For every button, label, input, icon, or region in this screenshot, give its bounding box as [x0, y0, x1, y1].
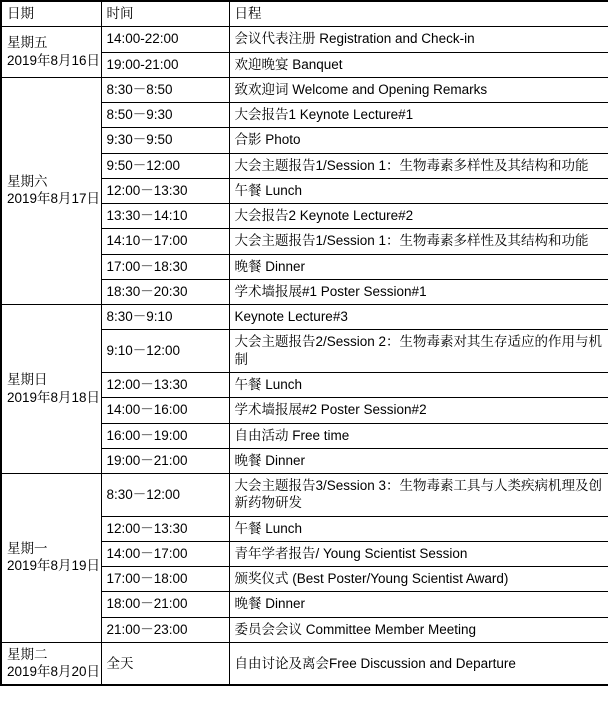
- program-cell: 委员会会议 Committee Member Meeting: [229, 617, 608, 642]
- program-cell: 大会主题报告1/Session 1：生物毒素多样性及其结构和功能: [229, 229, 608, 254]
- program-cell: 致欢迎词 Welcome and Opening Remarks: [229, 77, 608, 102]
- program-cell: 颁奖仪式 (Best Poster/Young Scientist Award): [229, 567, 608, 592]
- program-cell: 午餐 Lunch: [229, 372, 608, 397]
- table-body: [1, 27, 608, 686]
- program-cell: Keynote Lecture#3: [229, 305, 608, 330]
- program-cell: 晚餐 Dinner: [229, 448, 608, 473]
- time-cell: 14:00-22:00: [101, 27, 229, 52]
- calendar-date-label: 2019年8月16日: [7, 52, 101, 68]
- time-cell: 8:30－12:00: [101, 474, 229, 517]
- date-cell: [1, 642, 101, 685]
- time-cell: 18:00－21:00: [101, 592, 229, 617]
- time-cell: 14:00－17:00: [101, 541, 229, 566]
- column-header-time: 时间: [101, 1, 229, 27]
- program-cell: 大会主题报告2/Session 2：生物毒素对其生存适应的作用与机制: [229, 330, 608, 373]
- program-cell: 大会主题报告1/Session 1：生物毒素多样性及其结构和功能: [229, 153, 608, 178]
- table-row: [1, 474, 608, 517]
- date-cell: [1, 77, 101, 304]
- table-row: [1, 77, 608, 102]
- program-cell: 晚餐 Dinner: [229, 592, 608, 617]
- program-cell: 青年学者报告/ Young Scientist Session: [229, 541, 608, 566]
- time-cell: 9:50－12:00: [101, 153, 229, 178]
- time-cell: 21:00－23:00: [101, 617, 229, 642]
- time-cell: 13:30－14:10: [101, 204, 229, 229]
- time-cell: 18:30－20:30: [101, 279, 229, 304]
- program-cell: 会议代表注册 Registration and Check-in: [229, 27, 608, 52]
- time-cell: 19:00-21:00: [101, 52, 229, 77]
- weekday-label: 星期日: [7, 372, 48, 388]
- calendar-date-label: 2019年8月18日: [7, 389, 101, 405]
- program-cell: 午餐 Lunch: [229, 516, 608, 541]
- program-cell: 午餐 Lunch: [229, 178, 608, 203]
- header-row: [1, 1, 608, 27]
- time-cell: 16:00－19:00: [101, 423, 229, 448]
- date-cell: [1, 27, 101, 78]
- time-cell: 17:00－18:00: [101, 567, 229, 592]
- program-cell: 大会主题报告3/Session 3：生物毒素工具与人类疾病机理及创新药物研发: [229, 474, 608, 517]
- time-cell: 9:10－12:00: [101, 330, 229, 373]
- calendar-date-label: 2019年8月20日: [7, 664, 101, 680]
- calendar-date-label: 2019年8月19日: [7, 558, 101, 574]
- table-row: [1, 305, 608, 330]
- calendar-date-label: 2019年8月17日: [7, 191, 101, 207]
- column-header-date: 日期: [1, 1, 101, 27]
- weekday-label: 星期二: [7, 646, 48, 662]
- program-cell: 学术墙报展#2 Poster Session#2: [229, 398, 608, 423]
- time-cell: 14:10－17:00: [101, 229, 229, 254]
- program-cell: 大会报告1 Keynote Lecture#1: [229, 103, 608, 128]
- weekday-label: 星期六: [7, 174, 48, 190]
- column-header-program: 日程: [229, 1, 608, 27]
- time-cell: 9:30－9:50: [101, 128, 229, 153]
- program-cell: 自由讨论及离会Free Discussion and Departure: [229, 642, 608, 685]
- time-cell: 8:30－9:10: [101, 305, 229, 330]
- time-cell: 12:00－13:30: [101, 178, 229, 203]
- time-cell: 17:00－18:30: [101, 254, 229, 279]
- program-cell: 合影 Photo: [229, 128, 608, 153]
- table-row: [1, 642, 608, 685]
- program-cell: 自由活动 Free time: [229, 423, 608, 448]
- time-cell: 12:00－13:30: [101, 516, 229, 541]
- date-cell: [1, 305, 101, 474]
- weekday-label: 星期一: [7, 541, 48, 557]
- date-cell: [1, 474, 101, 643]
- table-row: [1, 27, 608, 52]
- time-cell: 8:50－9:30: [101, 103, 229, 128]
- program-cell: 学术墙报展#1 Poster Session#1: [229, 279, 608, 304]
- time-cell: 12:00－13:30: [101, 372, 229, 397]
- program-cell: 晚餐 Dinner: [229, 254, 608, 279]
- weekday-label: 星期五: [7, 35, 48, 51]
- time-cell: 8:30－8:50: [101, 77, 229, 102]
- program-cell: 大会报告2 Keynote Lecture#2: [229, 204, 608, 229]
- time-cell: 19:00－21:00: [101, 448, 229, 473]
- time-cell: 14:00－16:00: [101, 398, 229, 423]
- table-header: [1, 1, 608, 27]
- time-cell: 全天: [101, 642, 229, 685]
- program-cell: 欢迎晚宴 Banquet: [229, 52, 608, 77]
